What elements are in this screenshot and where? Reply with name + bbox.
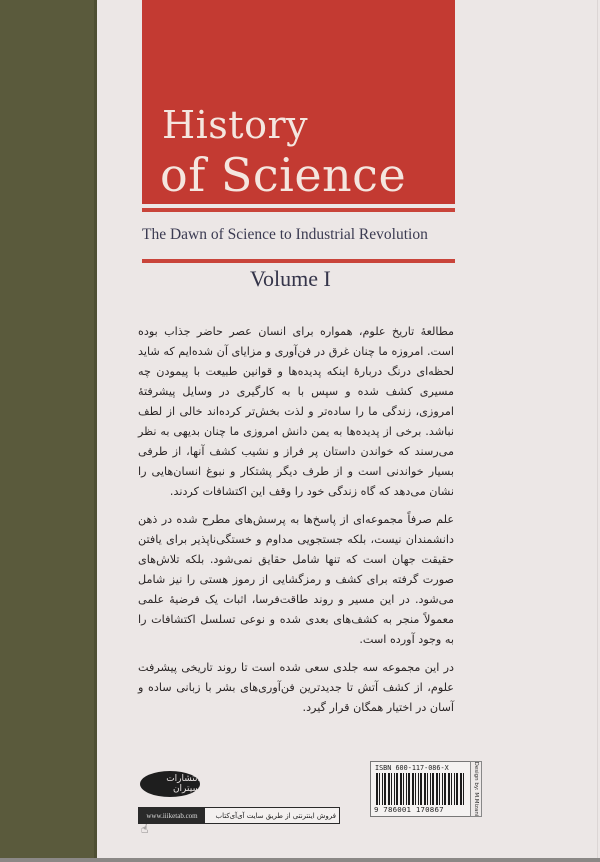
publisher-logo-text: انتشارات سیتران: [166, 774, 200, 794]
title-line-1: History: [162, 103, 309, 147]
title-block: [142, 0, 455, 204]
hand-pointer-icon: ☝: [141, 822, 149, 836]
online-store-banner[interactable]: [138, 807, 340, 824]
store-caption: فروش اینترنتی از طریق سایت آی‌آی‌کتاب: [215, 811, 336, 820]
blurb-text: [138, 322, 454, 726]
book-subtitle: The Dawn of Science to Industrial Revolution: [142, 226, 428, 243]
volume-label: Volume I: [250, 266, 331, 291]
blurb-paragraph: در این مجموعه سه جلدی سعی شده است تا روند تاریخی پیشرفت علوم، از کشف آتش تا جدیدترین فن‌آوری‌های بشر با زبانی ساده و آسان در اختیار همگان قرار گیرد.: [138, 661, 454, 714]
blurb-paragraph: علم صرفاً مجموعه‌ای از پاسخ‌ها به پرسش‌های مطرح شده در ذهن دانشمندان نیست، بلکه جستجویی مداوم و خستگی‌ناپذیر برای یافتن حقیقت جهان است که تنها شامل حقایق نمی‌شود. بلکه تلاش‌های صورت گرفته برای کشف و رمزگشایی از رموز هستی را نیز شامل می‌شود. در این مسیر و روند طاقت‌فرسا، اثبات یک فرضیهٔ علمی معمولاً منجر به کشف‌های بعدی شده و نوعی تسلسل اکتشافات را به وجود آورده است.: [138, 513, 454, 646]
title-line-2: of Science: [160, 148, 407, 202]
barcode-bars-icon: [376, 773, 466, 805]
title-rule-top: [142, 208, 455, 212]
designer-credit-text: Design by: M.Mizani: [473, 761, 479, 817]
ean-number: 9 786001 170867: [374, 805, 444, 814]
bottom-edge: [0, 858, 600, 862]
cover-right-edge: [597, 0, 598, 858]
book-spine: [0, 0, 97, 858]
title-rule-bottom: [142, 259, 455, 263]
store-url[interactable]: www.iiiketab.com: [139, 808, 205, 823]
isbn-barcode: [370, 761, 472, 817]
isbn-number: ISBN 600-117-086-X: [375, 764, 449, 772]
publisher-emblem-icon: [140, 771, 200, 797]
designer-credit: [470, 761, 482, 817]
blurb-paragraph: مطالعهٔ تاریخ علوم، همواره برای انسان عصر حاضر جذاب بوده است. امروزه ما چنان غرق در فن‌آوری و مزایای آن شده‌ایم که شاید لحظه‌ای درنگ دربارهٔ اینکه پدیده‌ها و قوانین طبیعت با پیمودن چه مسیری کشف شده و سپس با به کارگیری در وسایل پیشرفتهٔ امروزی، زندگی ما را ساده‌تر و لذت بخش‌تر کرده‌اند خالی از لطف نباشد. برخی از پدیده‌ها به یمن دانش امروزی ما چنان بدیهی به نظر می‌رسند که خواندن داستان پر فراز و نشیب کشف آنها، از طرفی بسیار خواندنی است و از طرف دیگر پشتکار و نبوغ انسان‌هایی را نشان می‌دهد که گاه زندگی خود را وقف این اکتشافات کردند.: [138, 325, 454, 498]
